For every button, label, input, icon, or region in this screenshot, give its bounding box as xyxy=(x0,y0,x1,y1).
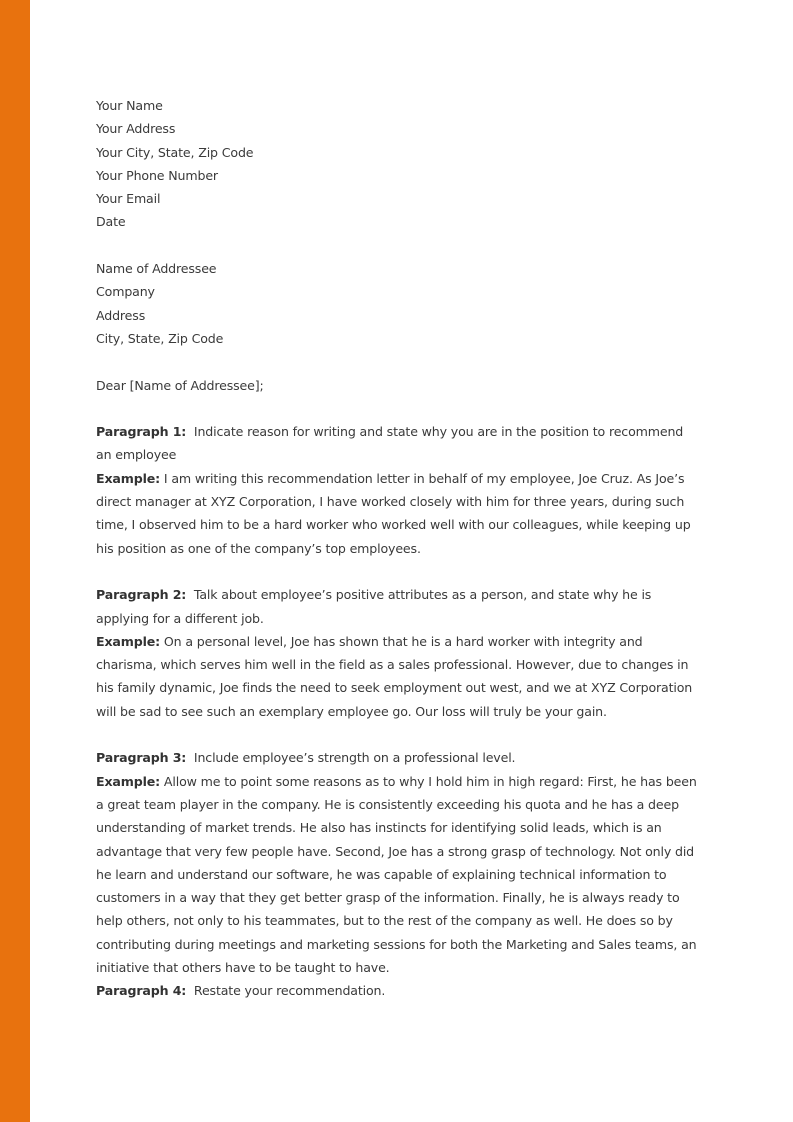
sender-block xyxy=(96,94,700,234)
paragraph-3 xyxy=(96,746,700,979)
paragraph-1-example-text: I am writing this recommendation letter in behalf of my employee, Joe Cruz. As Joe’s direct manager at XYZ Corporation, I have worked closely with him for three years, during such time, I observed him to be a hard worker who worked well with our colleagues, while keeping up his position as one of the company’s top employees. xyxy=(96,470,691,556)
paragraph-4-instruction xyxy=(96,979,700,1002)
paragraph-1-instruction xyxy=(96,420,700,467)
paragraph-2-label: Paragraph 2: xyxy=(96,587,187,603)
recipient-address: Address xyxy=(96,307,146,323)
sender-city-state-zip: Your City, State, Zip Code xyxy=(96,144,254,160)
paragraph-2-instruction xyxy=(96,583,700,630)
sender-email: Your Email xyxy=(96,191,161,207)
paragraph-3-example xyxy=(96,770,700,980)
paragraph-2-example-text: On a personal level, Joe has shown that he is a hard worker with integrity and charisma, which serves him well in the field as a sales professional. However, due to changes in his family dynamic, Joe finds the need to seek employment out west, and we at XYZ Corporation will be sad to see such an exemplary employee go. Our loss will truly be your gain. xyxy=(96,633,693,719)
paragraph-3-instruction xyxy=(96,746,700,769)
paragraph-3-label: Paragraph 3: xyxy=(96,750,187,766)
recipient-city-state-zip: City, State, Zip Code xyxy=(96,330,224,346)
letter-date: Date xyxy=(96,214,126,230)
paragraph-4-label: Paragraph 4: xyxy=(96,983,187,999)
paragraph-1-example-label: Example: xyxy=(96,470,161,486)
recipient-block xyxy=(96,257,700,350)
paragraph-2-example-label: Example: xyxy=(96,633,161,649)
recipient-company: Company xyxy=(96,284,155,300)
paragraph-2-instruction-text: Talk about employee’s positive attributes as a person, and state why he is applying for a different job. xyxy=(96,587,652,626)
orange-side-bar xyxy=(0,0,30,1122)
paragraph-1 xyxy=(96,420,700,560)
paragraph-3-example-text: Allow me to point some reasons as to why I hold him in high regard: First, he has been a great team player in the company. He is consistently exceeding his quota and he has a deep understanding of market trends. He also has instincts for identifying solid leads, which is an advantage that very few people have. Second, Joe has a strong grasp of technology. Not only did he learn and understand our software, he was capable of explaining technical information to customers in a way that they get better grasp of the information. Finally, he is always ready to help others, not only to his teammates, but to the rest of the company as well. He does so by contributing during meetings and marketing sessions for both the Marketing and Sales teams, an initiative that others have to be taught to have. xyxy=(96,773,697,975)
sender-phone: Your Phone Number xyxy=(96,167,218,183)
paragraph-1-example xyxy=(96,467,700,560)
paragraph-2-example xyxy=(96,630,700,723)
paragraph-2 xyxy=(96,583,700,723)
sender-name: Your Name xyxy=(96,98,163,113)
paragraph-3-example-label: Example: xyxy=(96,773,161,789)
salutation: Dear [Name of Addressee]; xyxy=(96,377,264,393)
letter-body xyxy=(96,94,700,1003)
recipient-name: Name of Addressee xyxy=(96,261,217,277)
paragraph-1-label: Paragraph 1: xyxy=(96,424,187,440)
sender-address: Your Address xyxy=(96,121,176,137)
paragraph-1-instruction-text: Indicate reason for writing and state why you are in the position to recommend an employee xyxy=(96,424,684,463)
paragraph-3-instruction-text: Include employee’s strength on a professional level. xyxy=(193,750,516,766)
paragraph-4-instruction-text: Restate your recommendation. xyxy=(193,983,386,999)
paragraph-4 xyxy=(96,979,700,1002)
